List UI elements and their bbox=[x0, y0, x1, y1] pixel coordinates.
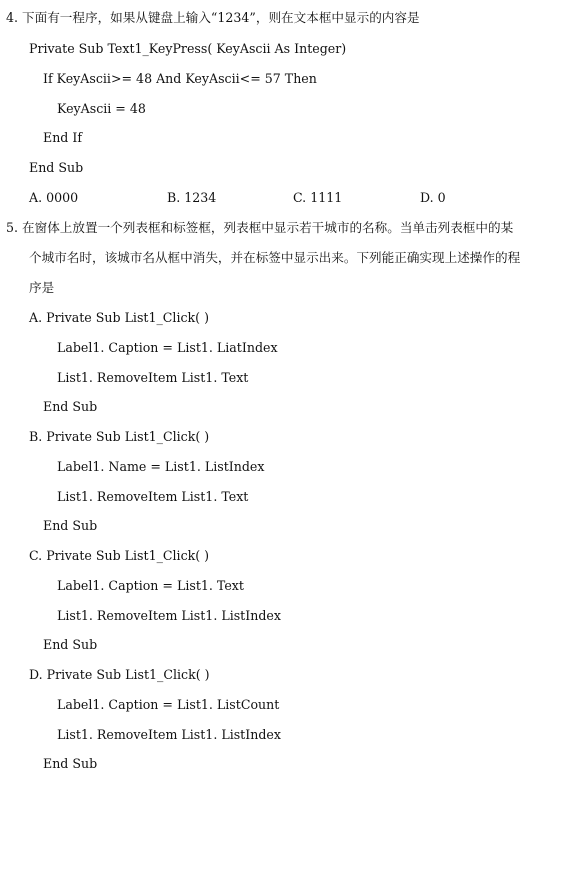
q5-option-c-line-2: List1. RemoveItem List1. ListIndex bbox=[57, 608, 281, 623]
q4-code-line-3: KeyAscii = 48 bbox=[57, 101, 146, 116]
q5-option-b-head: B. Private Sub List1_Click( ) bbox=[29, 429, 210, 444]
q4-code-line-4: End If bbox=[43, 130, 83, 145]
q4-option-d: D. 0 bbox=[420, 190, 446, 205]
q4-option-c: C. 1111 bbox=[293, 190, 343, 205]
q4-code-line-1: Private Sub Text1_KeyPress( KeyAscii As Integer) bbox=[29, 41, 347, 56]
q5-option-c-head: C. Private Sub List1_Click( ) bbox=[29, 548, 210, 563]
q4-code-line-2: If KeyAscii>= 48 And KeyAscii<= 57 Then bbox=[43, 71, 317, 86]
question-5-stem-line-2: 个城市名时，该城市名从框中消失，并在标签中显示出来。下列能正确实现上述操作的程 bbox=[29, 250, 521, 265]
question-5-stem-line-1: 5. 在窗体上放置一个列表框和标签框，列表框中显示若干城市的名称。当单击列表框中的某 bbox=[6, 220, 514, 235]
q5-option-a-line-2: List1. RemoveItem List1. Text bbox=[57, 370, 249, 385]
q5-option-b-end: End Sub bbox=[43, 518, 98, 533]
q4-option-b: B. 1234 bbox=[167, 190, 217, 205]
q5-option-d-head: D. Private Sub List1_Click( ) bbox=[29, 667, 210, 682]
q5-option-a-end: End Sub bbox=[43, 399, 98, 414]
q4-code-line-5: End Sub bbox=[29, 160, 84, 175]
q5-option-b-line-2: List1. RemoveItem List1. Text bbox=[57, 489, 249, 504]
q5-option-b-line-1: Label1. Name = List1. ListIndex bbox=[57, 459, 265, 474]
q5-option-c-end: End Sub bbox=[43, 637, 98, 652]
q5-option-a-head: A. Private Sub List1_Click( ) bbox=[29, 310, 209, 325]
q4-option-a: A. 0000 bbox=[29, 190, 79, 205]
question-4-stem: 4. 下面有一程序，如果从键盘上输入“1234”，则在文本框中显示的内容是 bbox=[6, 10, 420, 25]
q5-option-c-line-1: Label1. Caption = List1. Text bbox=[57, 578, 244, 593]
q5-option-d-end: End Sub bbox=[43, 756, 98, 771]
q5-option-d-line-2: List1. RemoveItem List1. ListIndex bbox=[57, 727, 281, 742]
q5-option-a-line-1: Label1. Caption = List1. LiatIndex bbox=[57, 340, 278, 355]
q5-option-d-line-1: Label1. Caption = List1. ListCount bbox=[57, 697, 280, 712]
question-5-stem-line-3: 序是 bbox=[29, 280, 55, 295]
